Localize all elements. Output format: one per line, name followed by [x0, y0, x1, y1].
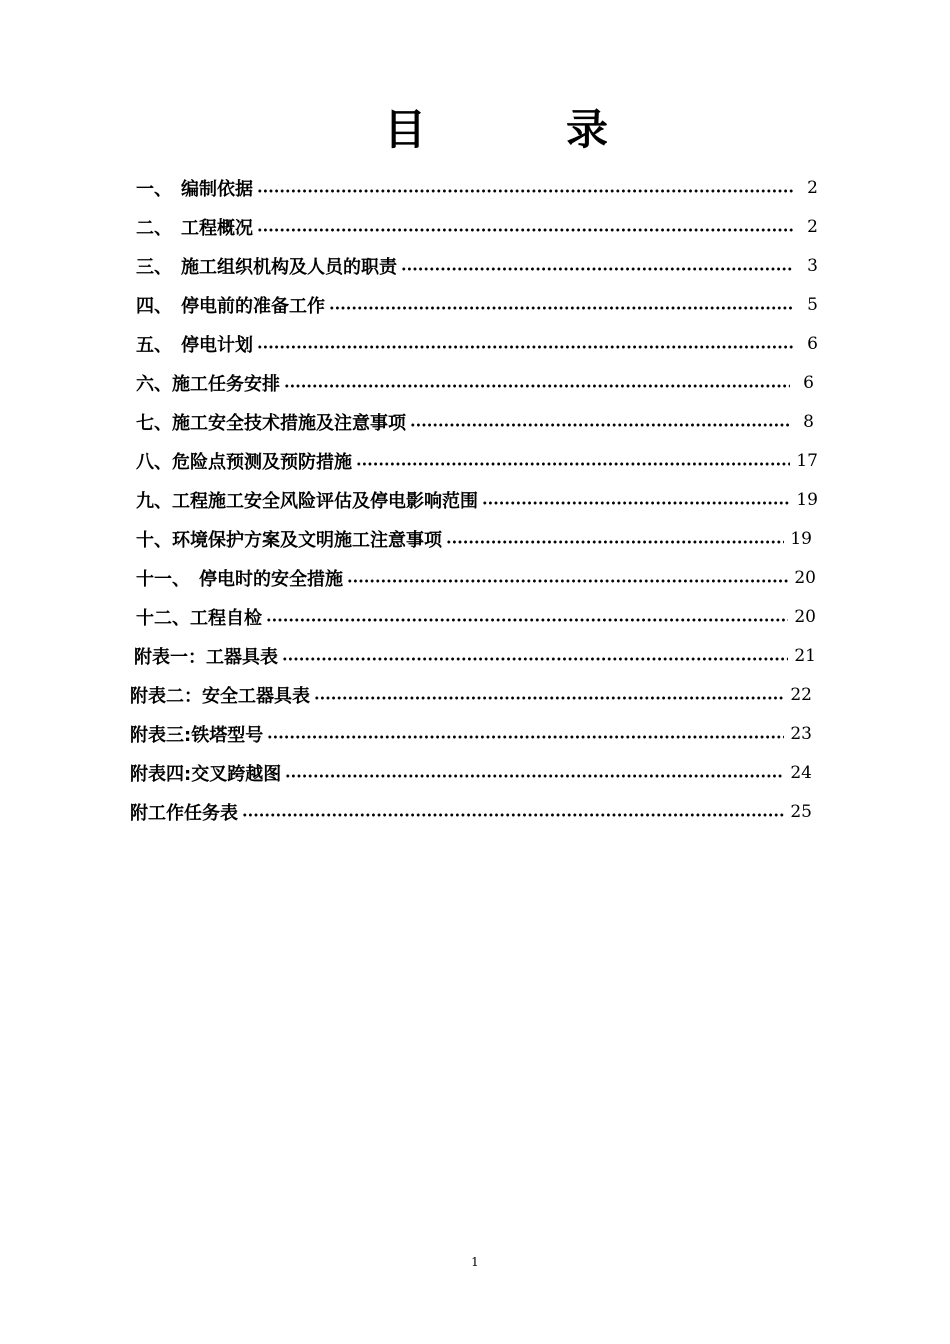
toc-entry-page: 19	[796, 489, 818, 510]
dot-leader	[266, 618, 788, 622]
toc-entry-9[interactable]	[136, 480, 818, 519]
dot-leader	[347, 579, 788, 583]
toc-entry-label: 十、环境保护方案及文明施工注意事项	[136, 529, 442, 551]
toc-entry-page: 25	[790, 801, 812, 822]
toc-entry-label: 附表二：安全工器具表	[130, 685, 310, 707]
toc-entry-page: 6	[803, 372, 814, 393]
toc-entry-4[interactable]	[136, 285, 818, 324]
dot-leader	[446, 540, 784, 544]
dot-leader	[401, 267, 794, 271]
dot-leader	[257, 189, 794, 193]
toc-entry-page: 5	[807, 294, 818, 315]
toc-entry-page: 19	[790, 528, 812, 549]
toc-entry-page: 21	[794, 645, 816, 666]
toc-entry-17[interactable]	[130, 792, 812, 831]
dot-leader	[285, 774, 784, 778]
toc-entry-10[interactable]	[136, 519, 812, 558]
toc-entry-14[interactable]	[130, 675, 812, 714]
toc-entry-label: 附工作任务表	[130, 802, 238, 824]
toc-entry-label: 附表三:铁塔型号	[130, 724, 264, 746]
toc-entry-page: 3	[807, 255, 818, 276]
toc-entry-page: 2	[807, 216, 818, 237]
toc-entry-page: 6	[807, 333, 818, 354]
toc-entry-5[interactable]	[136, 324, 818, 363]
toc-entry-7[interactable]	[136, 402, 814, 441]
toc-entry-16[interactable]	[130, 753, 812, 792]
toc-entry-page: 8	[803, 411, 814, 432]
toc-entry-6[interactable]	[136, 363, 814, 402]
toc-entry-label: 八、危险点预测及预防措施	[136, 451, 352, 473]
dot-leader	[257, 345, 794, 349]
dot-leader	[356, 462, 790, 466]
dot-leader	[284, 384, 790, 388]
toc-entry-page: 17	[796, 450, 818, 471]
dot-leader	[267, 735, 784, 739]
toc-entry-label: 五、 停电计划	[136, 334, 253, 356]
toc-entry-label: 四、 停电前的准备工作	[136, 295, 325, 317]
toc-entry-12[interactable]	[136, 597, 816, 636]
toc-entry-2[interactable]	[136, 207, 818, 246]
toc-entry-13[interactable]	[134, 636, 816, 675]
title-char-mu: 目	[384, 105, 427, 154]
toc-entry-3[interactable]	[136, 246, 818, 285]
toc-entry-15[interactable]	[130, 714, 812, 753]
dot-leader	[242, 813, 784, 817]
toc-entry-page: 24	[790, 762, 812, 783]
toc-entry-page: 2	[807, 177, 818, 198]
dot-leader	[314, 696, 784, 700]
dot-leader	[282, 657, 788, 661]
toc-entry-1[interactable]	[136, 168, 818, 207]
toc-entry-label: 十一、 停电时的安全措施	[136, 568, 343, 590]
toc-entry-label: 三、 施工组织机构及人员的职责	[136, 256, 397, 278]
page-number: 1	[471, 1255, 479, 1269]
toc-entry-page: 22	[790, 684, 812, 705]
page-title	[0, 100, 950, 160]
toc-entry-11[interactable]	[136, 558, 816, 597]
dot-leader	[482, 501, 790, 505]
toc-entry-label: 六、施工任务安排	[136, 373, 280, 395]
toc-entry-page: 23	[790, 723, 812, 744]
toc-entry-label: 一、 编制依据	[136, 178, 253, 200]
dot-leader	[329, 306, 794, 310]
toc-entry-page: 20	[794, 567, 816, 588]
dot-leader	[410, 423, 790, 427]
title-char-lu: 录	[566, 105, 609, 154]
toc-entry-label: 二、 工程概况	[136, 217, 253, 239]
toc-entry-label: 附表一：工器具表	[134, 646, 278, 668]
toc-entry-label: 十二、工程自检	[136, 607, 262, 629]
toc-entry-label: 七、施工安全技术措施及注意事项	[136, 412, 406, 434]
toc-entry-8[interactable]	[136, 441, 818, 480]
toc-entry-page: 20	[794, 606, 816, 627]
toc-entry-label: 九、工程施工安全风险评估及停电影响范围	[136, 490, 478, 512]
dot-leader	[257, 228, 794, 232]
toc-entry-label: 附表四:交叉跨越图	[130, 763, 282, 785]
